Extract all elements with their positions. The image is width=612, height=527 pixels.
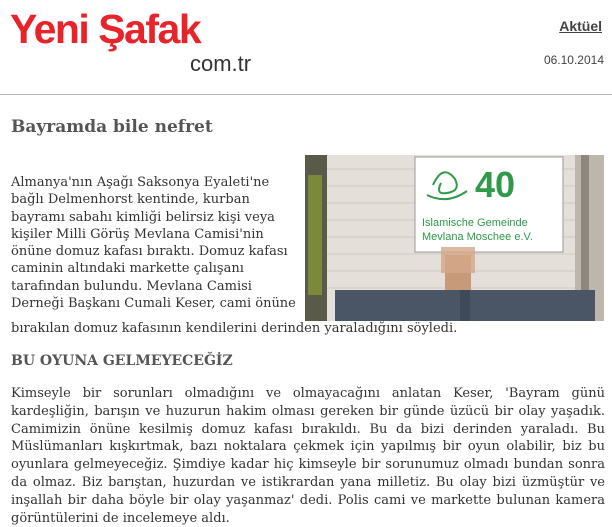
article-photo bbox=[305, 155, 604, 321]
logo-wordmark: Yeni Şafak bbox=[10, 6, 201, 52]
logo-domain: com.tr bbox=[190, 51, 252, 76]
article-title: Bayramda bile nefret bbox=[11, 117, 213, 137]
sign-number-text: 40 bbox=[475, 164, 516, 205]
article-paragraph: Kimseyle bir sorunları olmadığını ve olmayacağını anlatan Keser, 'Bayram günü kardeşliğin, barışın ve huzurun hakim olması gereken bir günde üzücü bir olay yaşadık. Camimizin önüne kesilmiş domuz kafası bırakıldı. Bu da bizi derinden yaraladı. Bu Müslümanları kışkırtmak, bazı noktalara çekmek için yapılmış bir oyun olabilir, biz bu oyunlara gelmeyeceğiz. Şimdiye kadar hiç kimseyle bir sorunumuz olmadı bundan sonra da olmaz. Biz barıştan, huzurdan ve istikrardan yana milletiz. Bu olay bizi üzmüştür ve inşallah bir daha böyle bir olay yaşanmaz' dedi. Polis cami ve markette bulunan kamera görüntülerini de incelemeye aldı. bbox=[11, 386, 605, 526]
article-subheading: BU OYUNA GELMEYECEĞİZ bbox=[11, 353, 233, 369]
site-logo[interactable] bbox=[10, 6, 270, 76]
sign-line-2: Mevlana Moschee e.V. bbox=[422, 231, 533, 243]
mosque-sign-photo bbox=[305, 155, 604, 321]
section-link-aktuel[interactable]: Aktüel bbox=[559, 18, 602, 34]
article-lead-continued: bırakılan domuz kafasının kendilerini derinden yaraladığını söyledi. bbox=[11, 321, 458, 336]
header-divider bbox=[0, 94, 612, 95]
publish-date: 06.10.2014 bbox=[543, 53, 604, 67]
article-lead: Almanya'nın Aşağı Saksonya Eyaleti'ne bağlı Delmenhorst kentinde, kurban bayramı sabahı kimliği belirsiz kişi veya kişiler Milli Görüş Mevlana Camisi'nin önüne domuz kafası bıraktı. Domuz kafası caminin altındaki markette çalışanı tarafından bulundu. Mevlana Camisi Derneği Başkanı Cumali Keser, cami önüne bbox=[11, 175, 296, 312]
sign-line-1: Islamische Gemeinde bbox=[422, 217, 528, 229]
